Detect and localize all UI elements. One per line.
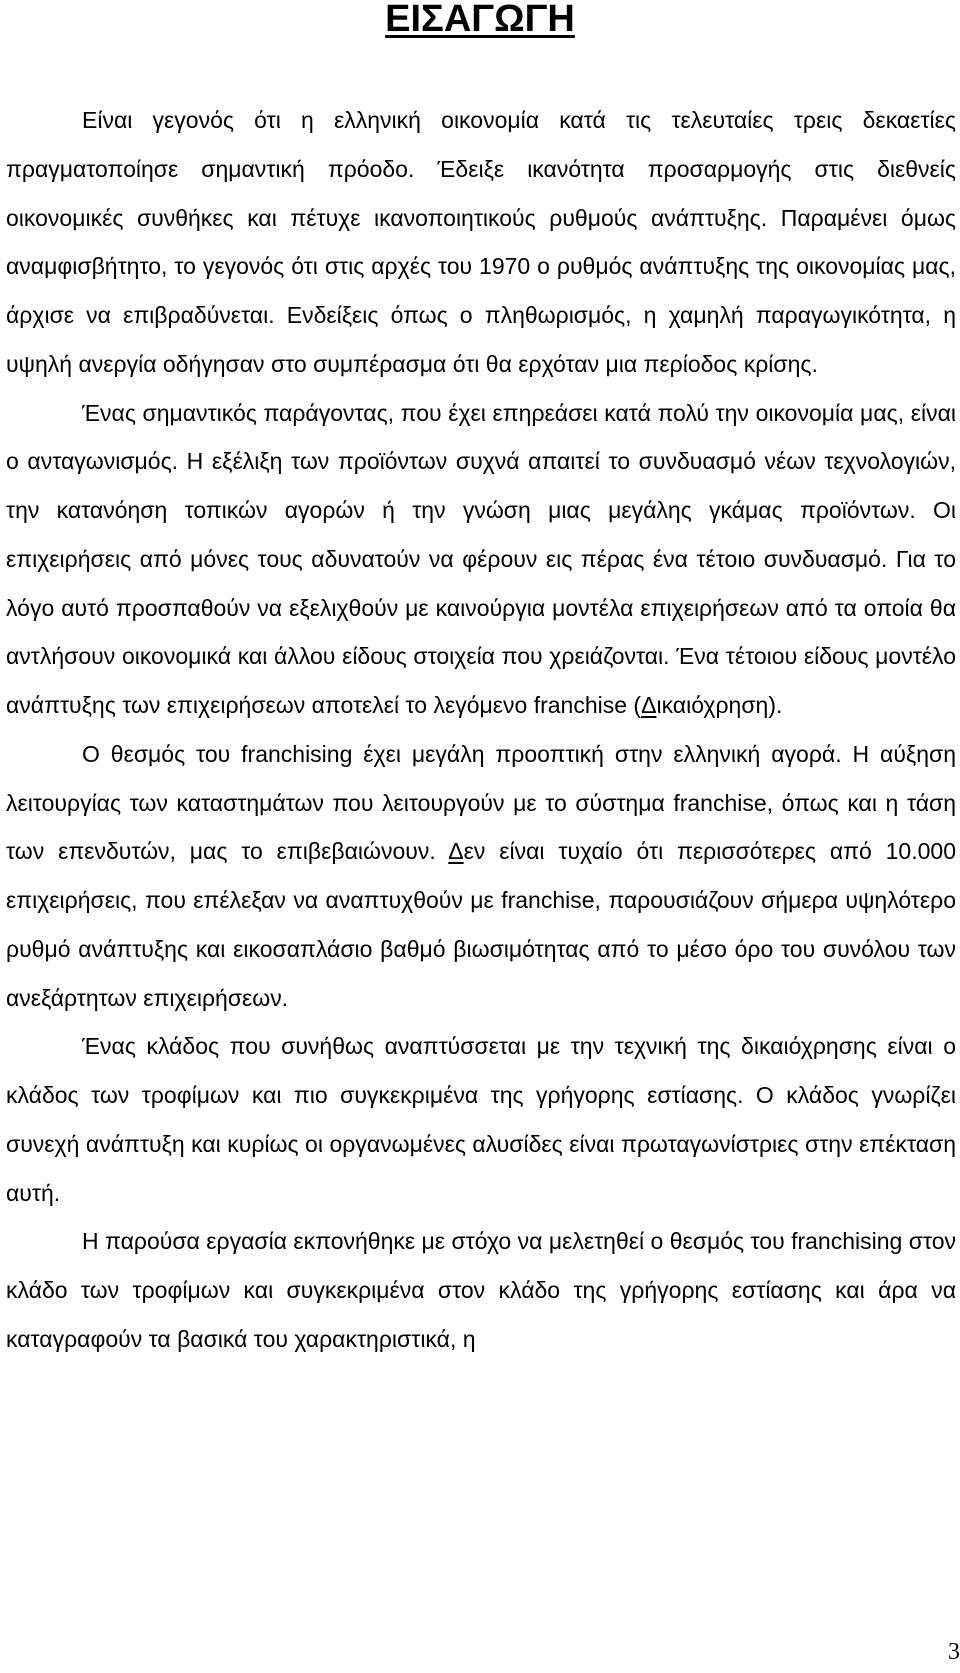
paragraph-2 [6,389,956,730]
paragraph-3 [6,730,956,1023]
page-title-text: ΕΙΣΑΓΩΓΗ [385,0,575,40]
paragraph-3-text: Ο θεσμός του franchising έχει μεγάλη προοπτική στην ελληνική αγορά. Η αύξηση λειτουργίας των καταστημάτων που λειτουργούν με το σύστημα franchise, όπως και η τάση των επενδυτών, μας το επιβεβαιώνουν. [6,740,956,865]
page-number: 3 [948,1639,960,1665]
paragraph-4-text: Ένας κλάδος που συνήθως αναπτύσσεται με την τεχνική της δικαιόχρησης είναι ο κλάδος των τροφίμων και πιο συγκεκριμένα της γρήγορης εστίασης. Ο κλάδος γνωρίζει συνεχή ανάπτυξη και κυρίως οι οργανωμένες αλυσίδες είναι πρωταγωνίστριες στην επέκταση αυτή. [6,1033,956,1206]
paragraph-2-underlined-letter: Δ [641,692,657,718]
paragraph-1 [6,96,956,389]
paragraph-3-underlined-letter: Δ [448,838,464,865]
paragraph-4 [6,1022,956,1217]
paragraph-2-text-after: ικαιόχρηση). [656,692,783,718]
paragraph-3-text-after: εν είναι τυχαίο ότι περισσότερες από 10.000 επιχειρήσεις, που επέλεξαν να αναπτυχθούν με franchise, παρουσιάζουν σήμερα υψηλότερο ρυθμό ανάπτυξης και εικοσαπλάσιο βαθμό βιωσιμότητας από το μέσο όρο του συνόλου των ανεξάρτητων επιχειρήσεων. [6,838,956,1011]
page-title [0,0,960,38]
paragraph-5-text: Η παρούσα εργασία εκπονήθηκε με στόχο να μελετηθεί ο θεσμός του franchising στον κλάδο των τροφίμων και συγκεκριμένα στον κλάδο της γρήγορης εστίασης και άρα να καταγραφούν τα βασικά του χαρακτηριστικά, η [6,1228,956,1352]
paragraph-5 [6,1217,956,1363]
paragraph-2-text: Ένας σημαντικός παράγοντας, που έχει επηρεάσει κατά πολύ την οικονομία μας, είναι ο ανταγωνισμός. Η εξέλιξη των προϊόντων συχνά απαιτεί το συνδυασμό νέων τεχνολογιών, την κατανόηση τοπικών αγορών ή την γνώση μιας μεγάλης γκάμας προϊόντων. Οι επιχειρήσεις από μόνες τους αδυνατούν να φέρουν εις πέρας ένα τέτοιο συνδυασμό. Για το λόγο αυτό προσπαθούν να εξελιχθούν με καινούργια μοντέλα επιχειρήσεων από τα οποία θα αντλήσουν οικονομικά και άλλου είδους στοιχεία που χρειάζονται. Ένα τέτοιου είδους μοντέλο ανάπτυξης των επιχειρήσεων αποτελεί το λεγόμενο franchise ( [6,399,956,718]
paragraph-1-text: Είναι γεγονός ότι η ελληνική οικονομία κατά τις τελευταίες τρεις δεκαετίες πραγματοποίησε σημαντική πρόοδο. Έδειξε ικανότητα προσαρμογής στις διεθνείς οικονομικές συνθήκες και πέτυχε ικανοποιητικούς ρυθμούς ανάπτυξης. Παραμένει όμως αναμφισβήτητο, το γεγονός ότι στις αρχές του 1970 ο ρυθμός ανάπτυξης της οικονομίας μας, άρχισε να επιβραδύνεται. Ενδείξεις όπως ο πληθωρισμός, η χαμηλή παραγωγικότητα, η υψηλή ανεργία οδήγησαν στο συμπέρασμα ότι θα ερχόταν μια περίοδος κρίσης. [6,107,956,377]
document-body [6,96,956,1364]
